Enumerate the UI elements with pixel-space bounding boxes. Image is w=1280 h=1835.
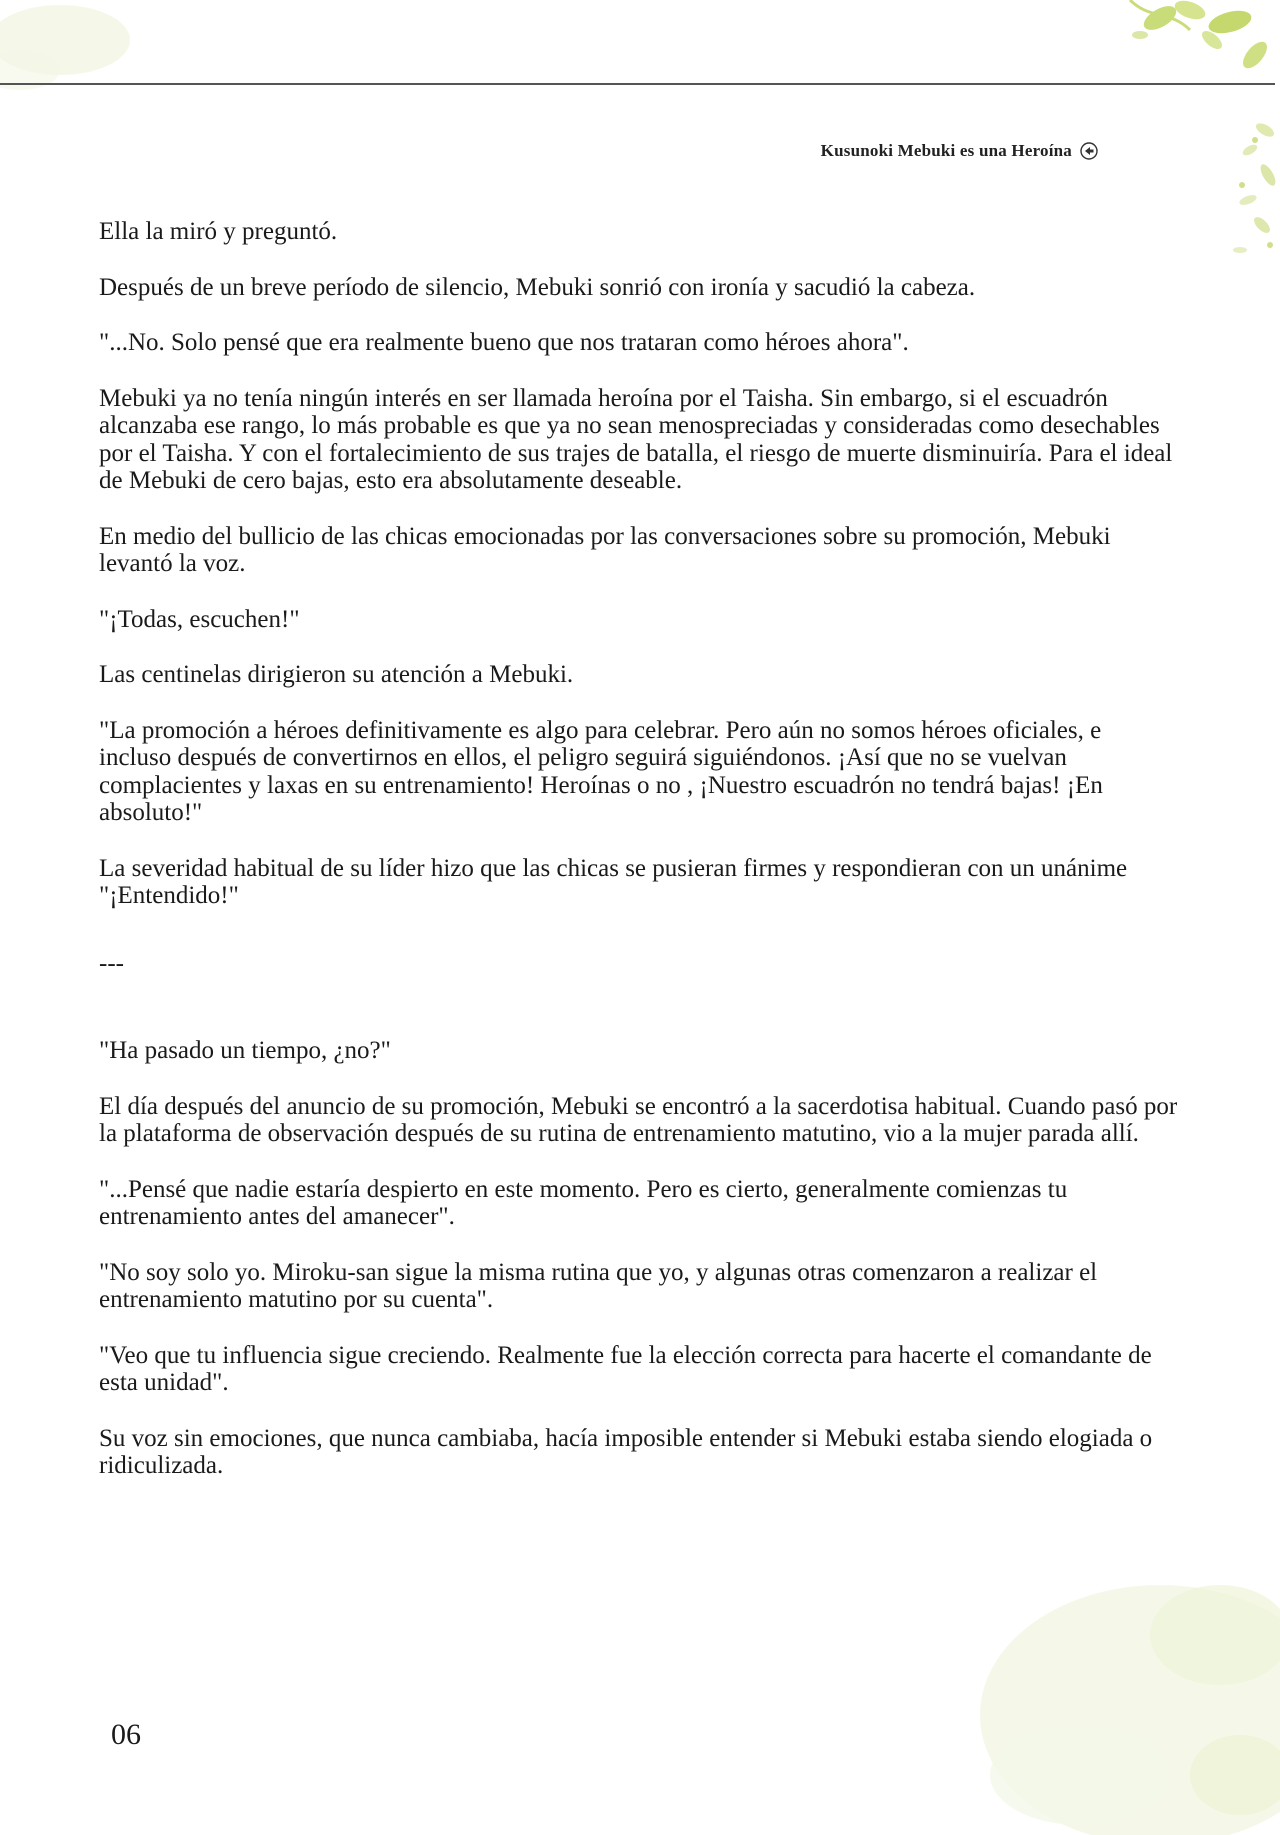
paragraph: Ella la miró y preguntó. bbox=[99, 218, 338, 245]
paragraph: La severidad habitual de su líder hizo que las chicas se pusieran firmes y respondieran con un unánime "¡Entendido!" bbox=[99, 854, 1128, 909]
paragraph: "Veo que tu influencia sigue creciendo. Realmente fue la elección correcta para hacerte el comandante de esta unidad". bbox=[99, 1341, 1152, 1396]
paragraph: Después de un breve período de silencio, Mebuki sonrió con ironía y sacudió la cabeza. bbox=[99, 273, 976, 301]
paragraph: En medio del bullicio de las chicas emocionadas por las conversaciones sobre su promoción, Mebuki levantó la voz. bbox=[99, 522, 1111, 577]
paragraph: "...No. Solo pensé que era realmente bueno que nos trataran como héroes ahora". bbox=[99, 329, 909, 356]
paragraph: "Ha pasado un tiempo, ¿no?" bbox=[99, 1037, 391, 1064]
paragraph: "...Pensé que nadie estaría despierto en este momento. Pero es cierto, generalmente comienzas tu entrenamiento antes del amanecer". bbox=[99, 1175, 1068, 1230]
leaf-decoration-bottom-right bbox=[860, 1515, 1280, 1835]
paragraph: Las centinelas dirigieron su atención a Mebuki. bbox=[99, 661, 574, 688]
paragraph: Mebuki ya no tenía ningún interés en ser llamada heroína por el Taisha. Sin embargo, si el escuadrón alcanzaba ese rango, lo más probable es que ya no sean menospreciadas y consideradas como desechables por el Taisha. Y con el fortalecimiento de sus trajes de batalla, el riesgo de muerte disminuiría. Para el ideal de Mebuki de cero bajas, esto era absolutamente deseable. bbox=[99, 384, 1173, 494]
chapter-marker-icon bbox=[1080, 142, 1098, 160]
paragraph: "¡Todas, escuchen!" bbox=[99, 605, 300, 633]
paragraph: "No soy solo yo. Miroku-san sigue la misma rutina que yo, y algunas otras comenzaron a realizar el entrenamiento matutino por su cuenta". bbox=[99, 1258, 1098, 1313]
paragraph: El día después del anuncio de su promoción, Mebuki se encontró a la sacerdotisa habitual. Cuando pasó por la plataforma de observación después de su rutina de entrenamiento matutino, vio a la mujer parada allí. bbox=[99, 1092, 1178, 1147]
paragraph: "La promoción a héroes definitivamente es algo para celebrar. Pero aún no somos héroes oficiales, e incluso después de convertirnos en ellos, el peligro seguirá siguiéndonos. ¡Así que no se vuelvan complacientes y laxas en su entrenamiento! Heroínas o no , ¡Nuestro escuadrón no tendrá bajas! ¡En absoluto!" bbox=[99, 716, 1103, 826]
running-header bbox=[821, 141, 1098, 161]
body-text bbox=[99, 218, 1179, 1508]
running-header-title: Kusunoki Mebuki es una Heroína bbox=[820, 141, 1072, 160]
leaf-decoration-top-left bbox=[0, 0, 220, 90]
header-rule bbox=[0, 83, 1275, 85]
paragraph: Su voz sin emociones, que nunca cambiaba, hacía imposible entender si Mebuki estaba siendo elogiada o ridiculizada. bbox=[99, 1424, 1153, 1479]
page-number: 06 bbox=[111, 1718, 141, 1751]
scene-separator: --- bbox=[99, 949, 124, 977]
